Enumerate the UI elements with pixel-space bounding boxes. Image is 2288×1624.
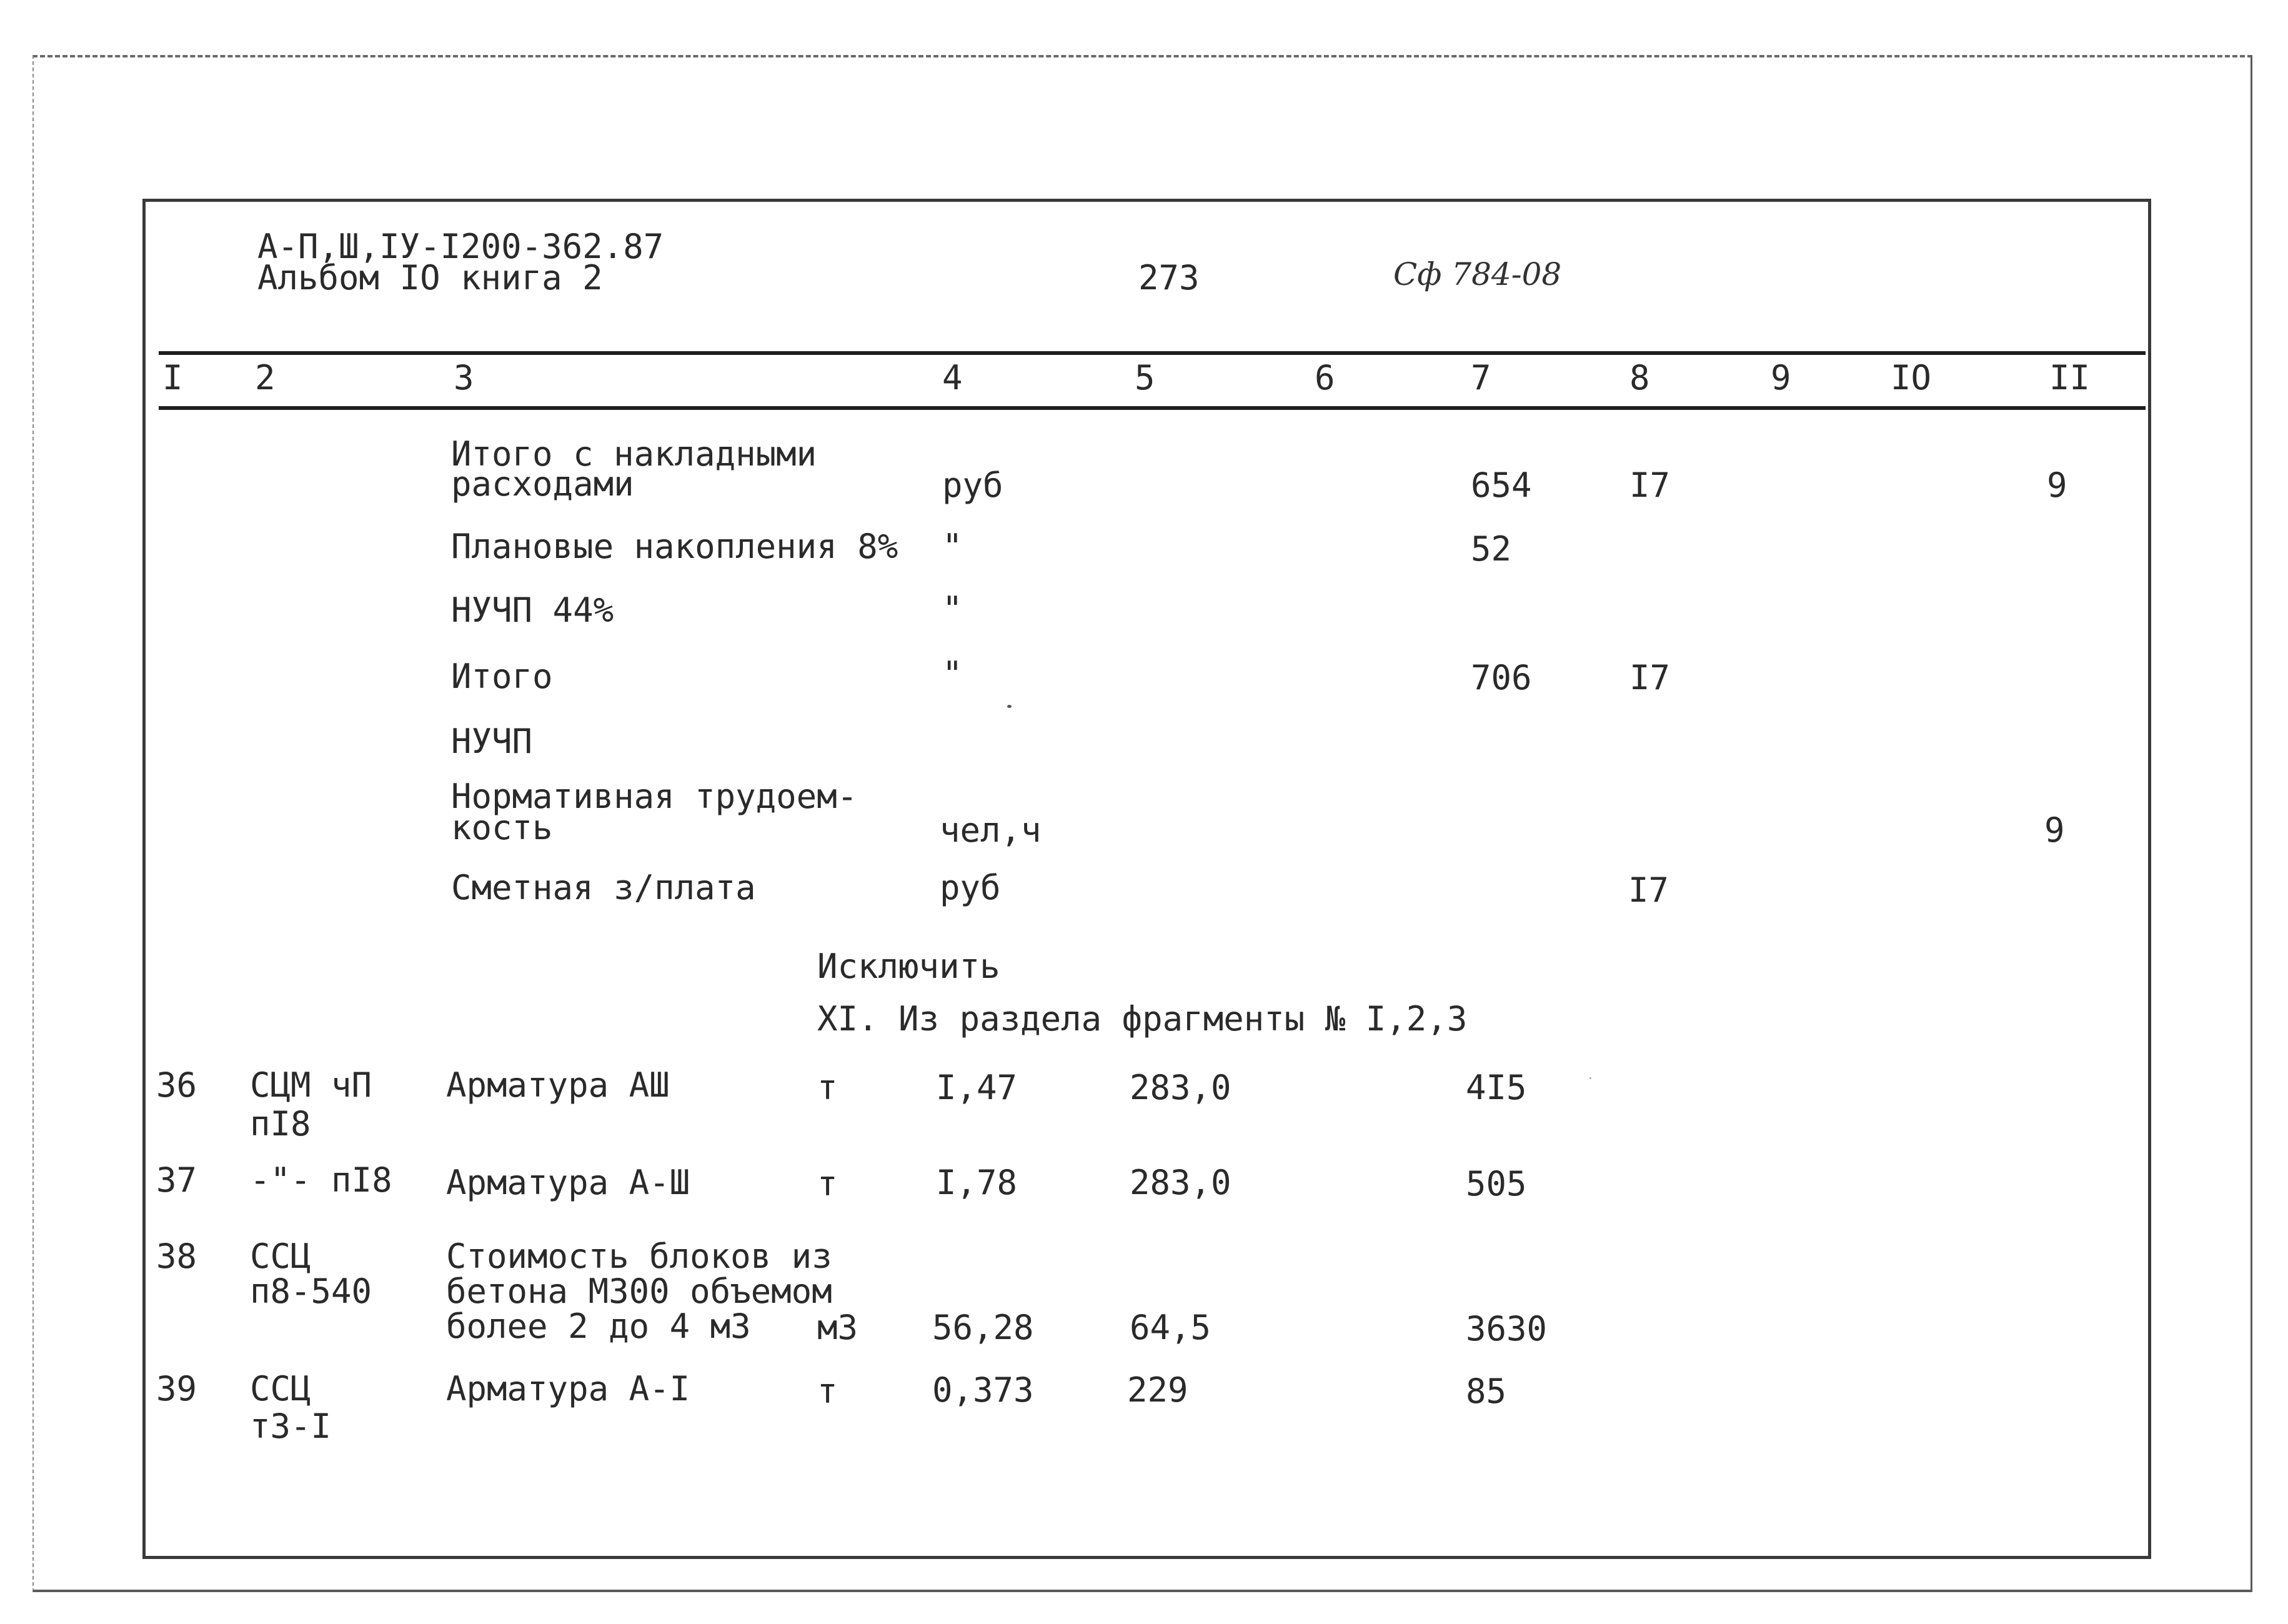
summary-label-line: Нормативная трудоем-: [451, 777, 858, 816]
summary-unit: руб: [942, 466, 1003, 505]
item-code-line: пI8: [250, 1104, 311, 1143]
col-number-4: 4: [942, 358, 963, 397]
item-name-line: Стоимость блоков из: [446, 1237, 832, 1276]
item-price: 229: [1127, 1370, 1188, 1410]
summary-label-line: Итого: [451, 657, 553, 696]
item-code-line: п8-540: [250, 1272, 372, 1311]
summary-col11: 9: [2047, 466, 2067, 505]
summary-label-line: Итого с накладными: [451, 434, 817, 474]
item-code-line: -"- пI8: [250, 1160, 392, 1200]
summary-label-line: Сметная з/плата: [451, 868, 756, 907]
item-price: 283,0: [1130, 1163, 1231, 1202]
item-total: 85: [1466, 1372, 1507, 1411]
summary-col11: 9: [2044, 810, 2065, 850]
scan-speck: [1007, 705, 1012, 708]
summary-col7: 654: [1471, 466, 1532, 505]
col-number-11: II: [2049, 358, 2091, 397]
document-frame: [142, 199, 2151, 1559]
item-name-line: Арматура А-I: [446, 1369, 690, 1408]
col-number-1: I: [162, 358, 183, 397]
summary-label-line: Плановые накопления 8%: [451, 527, 898, 566]
header-rule-bottom: [159, 406, 2146, 410]
col-number-9: 9: [1771, 358, 1791, 397]
summary-col8: I7: [1628, 870, 1669, 910]
summary-unit: руб: [940, 868, 1001, 907]
col-number-5: 5: [1135, 358, 1155, 397]
summary-col8: I7: [1629, 658, 1671, 697]
summary-label-line: НУЧП: [451, 722, 533, 761]
item-qty: 56,28: [932, 1308, 1034, 1347]
item-code-line: ССЦ: [250, 1237, 311, 1276]
item-price: 283,0: [1130, 1068, 1231, 1107]
item-qty: 0,373: [932, 1370, 1034, 1410]
item-name-line: более 2 до 4 м3: [446, 1307, 751, 1346]
scan-speck: [1589, 1077, 1591, 1079]
doc-code: А-П,Ш,IУ-I200-362.87: [257, 227, 664, 266]
col-number-10: IO: [1891, 358, 1932, 397]
summary-unit: ": [942, 527, 963, 566]
summary-unit: ": [942, 589, 963, 629]
item-name-line: Арматура АШ: [446, 1065, 670, 1105]
item-number: 38: [156, 1237, 197, 1276]
item-code-line: ССЦ: [250, 1369, 311, 1408]
page-number: 273: [1138, 258, 1200, 297]
item-name-line: бетона М300 объемом: [446, 1272, 832, 1311]
summary-label-line: кость: [451, 808, 553, 847]
summary-col7: 52: [1471, 529, 1512, 569]
item-code-line: т3-I: [250, 1407, 332, 1446]
header-rule-top: [159, 351, 2146, 355]
handwritten-mark: Сф 784-08: [1393, 256, 1562, 292]
summary-unit: ": [942, 654, 963, 694]
summary-label-line: НУЧП 44%: [451, 590, 614, 630]
item-number: 39: [156, 1369, 197, 1408]
col-number-2: 2: [255, 358, 276, 397]
exclude-heading: Исключить: [817, 947, 1000, 986]
summary-unit: чел,ч: [940, 810, 1042, 850]
summary-label-line: расходами: [451, 464, 634, 504]
item-price: 64,5: [1130, 1308, 1211, 1347]
item-code-line: СЦМ чП: [250, 1065, 372, 1105]
item-unit: т: [817, 1164, 838, 1203]
summary-col8: I7: [1629, 466, 1671, 505]
col-number-6: 6: [1315, 358, 1335, 397]
item-total: 505: [1466, 1164, 1527, 1203]
col-number-8: 8: [1629, 358, 1650, 397]
item-number: 36: [156, 1065, 197, 1105]
item-unit: м3: [817, 1308, 858, 1347]
item-name-line: Арматура А-Ш: [446, 1163, 690, 1202]
item-qty: I,78: [936, 1163, 1018, 1202]
album-label: Альбом IO книга 2: [257, 258, 603, 297]
col-number-7: 7: [1471, 358, 1491, 397]
summary-col7: 706: [1471, 658, 1532, 697]
item-qty: I,47: [936, 1068, 1018, 1107]
item-unit: т: [817, 1372, 838, 1411]
item-total: 3630: [1466, 1309, 1548, 1348]
section-heading: XI. Из раздела фрагменты № I,2,3: [817, 999, 1468, 1039]
col-number-3: 3: [454, 358, 474, 397]
item-total: 4I5: [1466, 1068, 1527, 1107]
item-number: 37: [156, 1160, 197, 1200]
item-unit: т: [817, 1068, 838, 1107]
